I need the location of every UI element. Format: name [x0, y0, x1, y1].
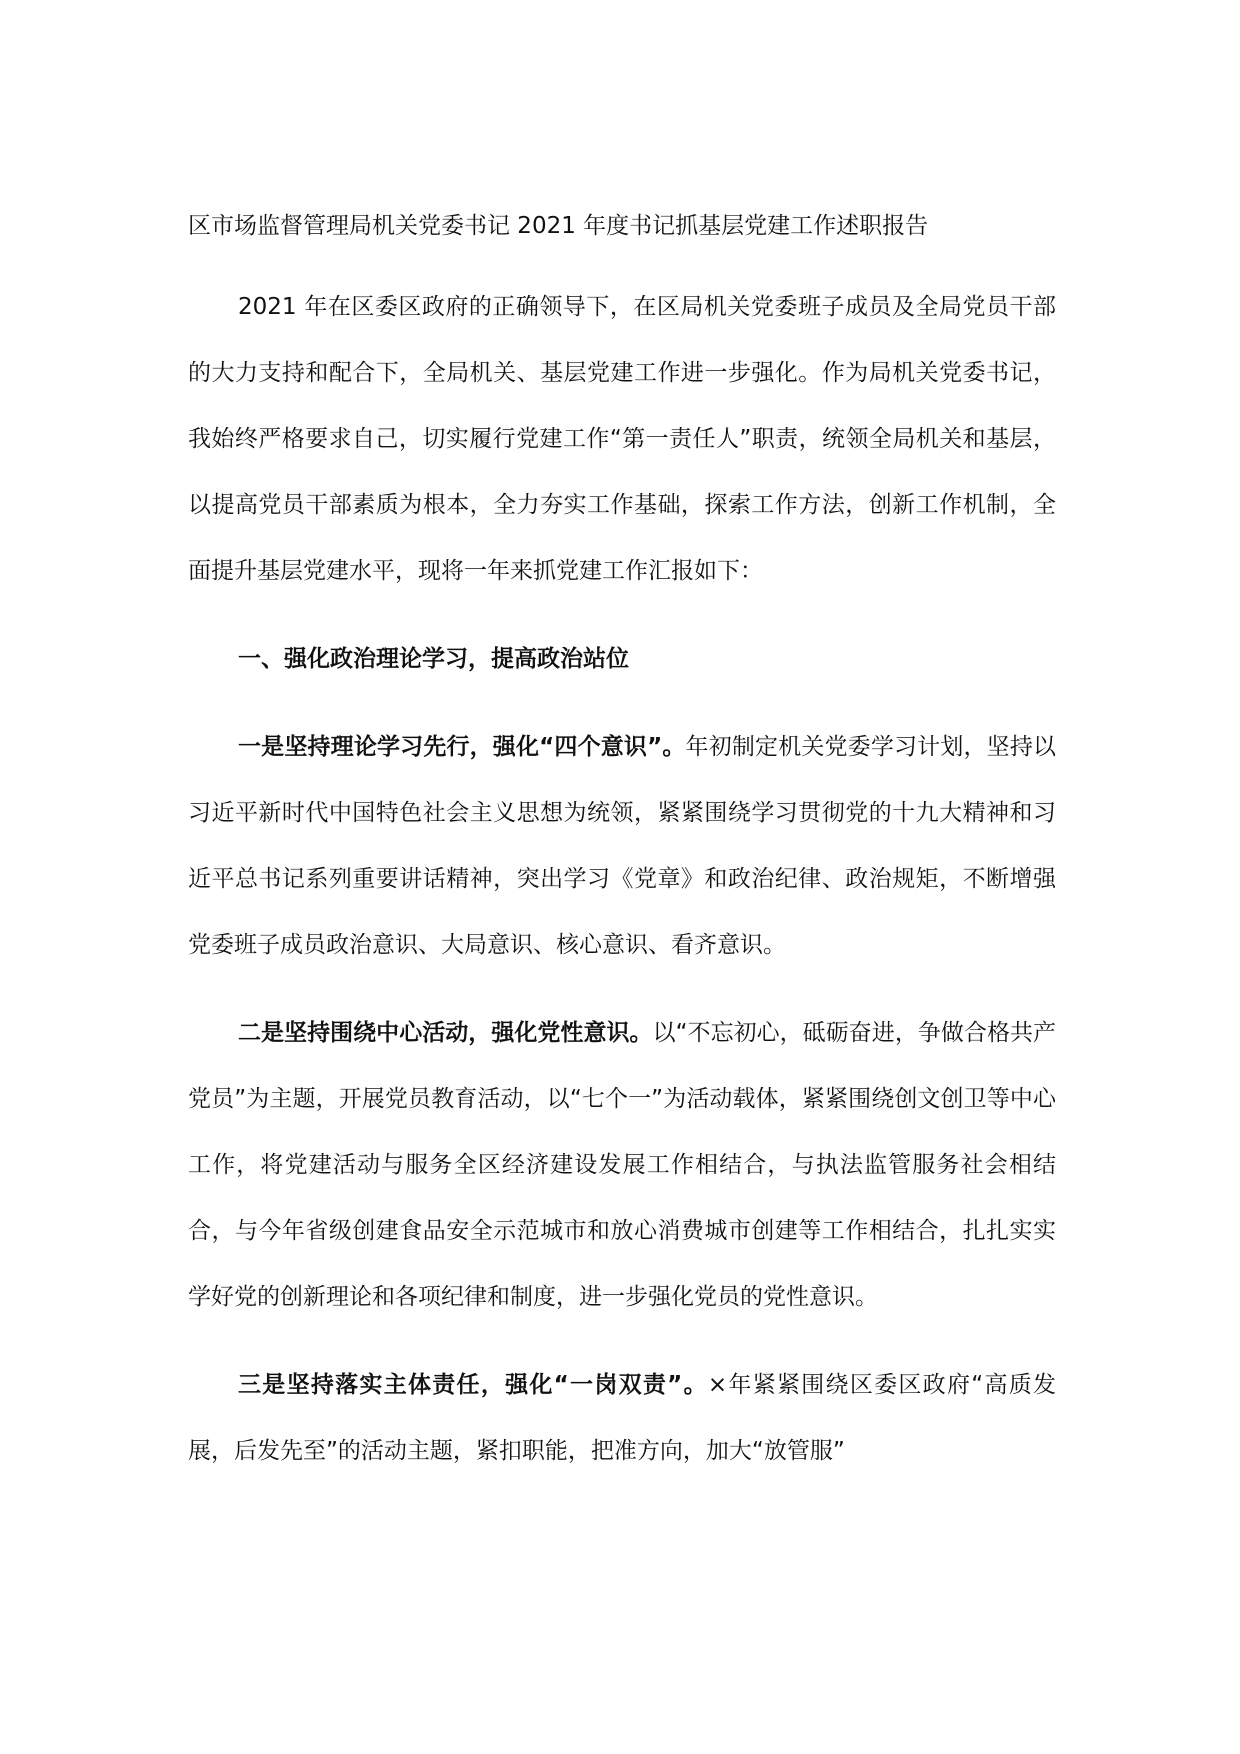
paragraph-lead: 二是坚持围绕中心活动，强化党性意识。 — [238, 1020, 653, 1046]
paragraph-item-3 — [188, 1352, 1056, 1484]
paragraph-text: 以“不忘初心，砥砺奋进，争做合格共产党员”为主题，开展党员教育活动，以“七个一”为活动载体，紧紧围绕创文创卫等中心工作，将党建活动与服务全区经济建设发展工作相结合，与执法监管服务社会相结合，与今年省级创建食品安全示范城市和放心消费城市创建等工作相结合，扎扎实实学好党的创新理论和各项纪律和制度，进一步强化党员的党性意识。 — [188, 1020, 1057, 1310]
paragraph-lead: 三是坚持落实主体责任，强化“一岗双责”。 — [238, 1372, 708, 1398]
paragraph-item-2 — [188, 1000, 1056, 1330]
paragraph-lead: 一是坚持理论学习先行，强化“四个意识”。 — [238, 734, 686, 760]
paragraph-text: ×年紧紧围绕区委区政府“高质发展，后发先至”的活动主题，紧扣职能，把准方向，加大“放管服” — [188, 1372, 1057, 1464]
document-body — [188, 274, 1056, 1484]
section-heading: 一、强化政治理论学习，提高政治站位 — [238, 646, 629, 672]
intro-paragraph: 2021 年在区委区政府的正确领导下，在区局机关党委班子成员及全局党员干部的大力支持和配合下，全局机关、基层党建工作进一步强化。作为局机关党委书记，我始终严格要求自己，切实履行党建工作“第一责任人”职责，统领全局机关和基层，以提高党员干部素质为根本，全力夯实工作基础，探索工作方法，创新工作机制，全面提升基层党建水平，现将一年来抓党建工作汇报如下： — [188, 294, 1056, 584]
paragraph-text: 年初制定机关党委学习计划，坚持以习近平新时代中国特色社会主义思想为统领，紧紧围绕学习贯彻党的十九大精神和习近平总书记系列重要讲话精神，突出学习《党章》和政治纪律、政治规矩，不断增强党委班子成员政治意识、大局意识、核心意识、看齐意识。 — [188, 734, 1057, 958]
paragraph-item-1 — [188, 714, 1056, 978]
document-title: 区市场监督管理局机关党委书记 2021 年度书记抓基层党建工作述职报告 — [188, 213, 929, 239]
